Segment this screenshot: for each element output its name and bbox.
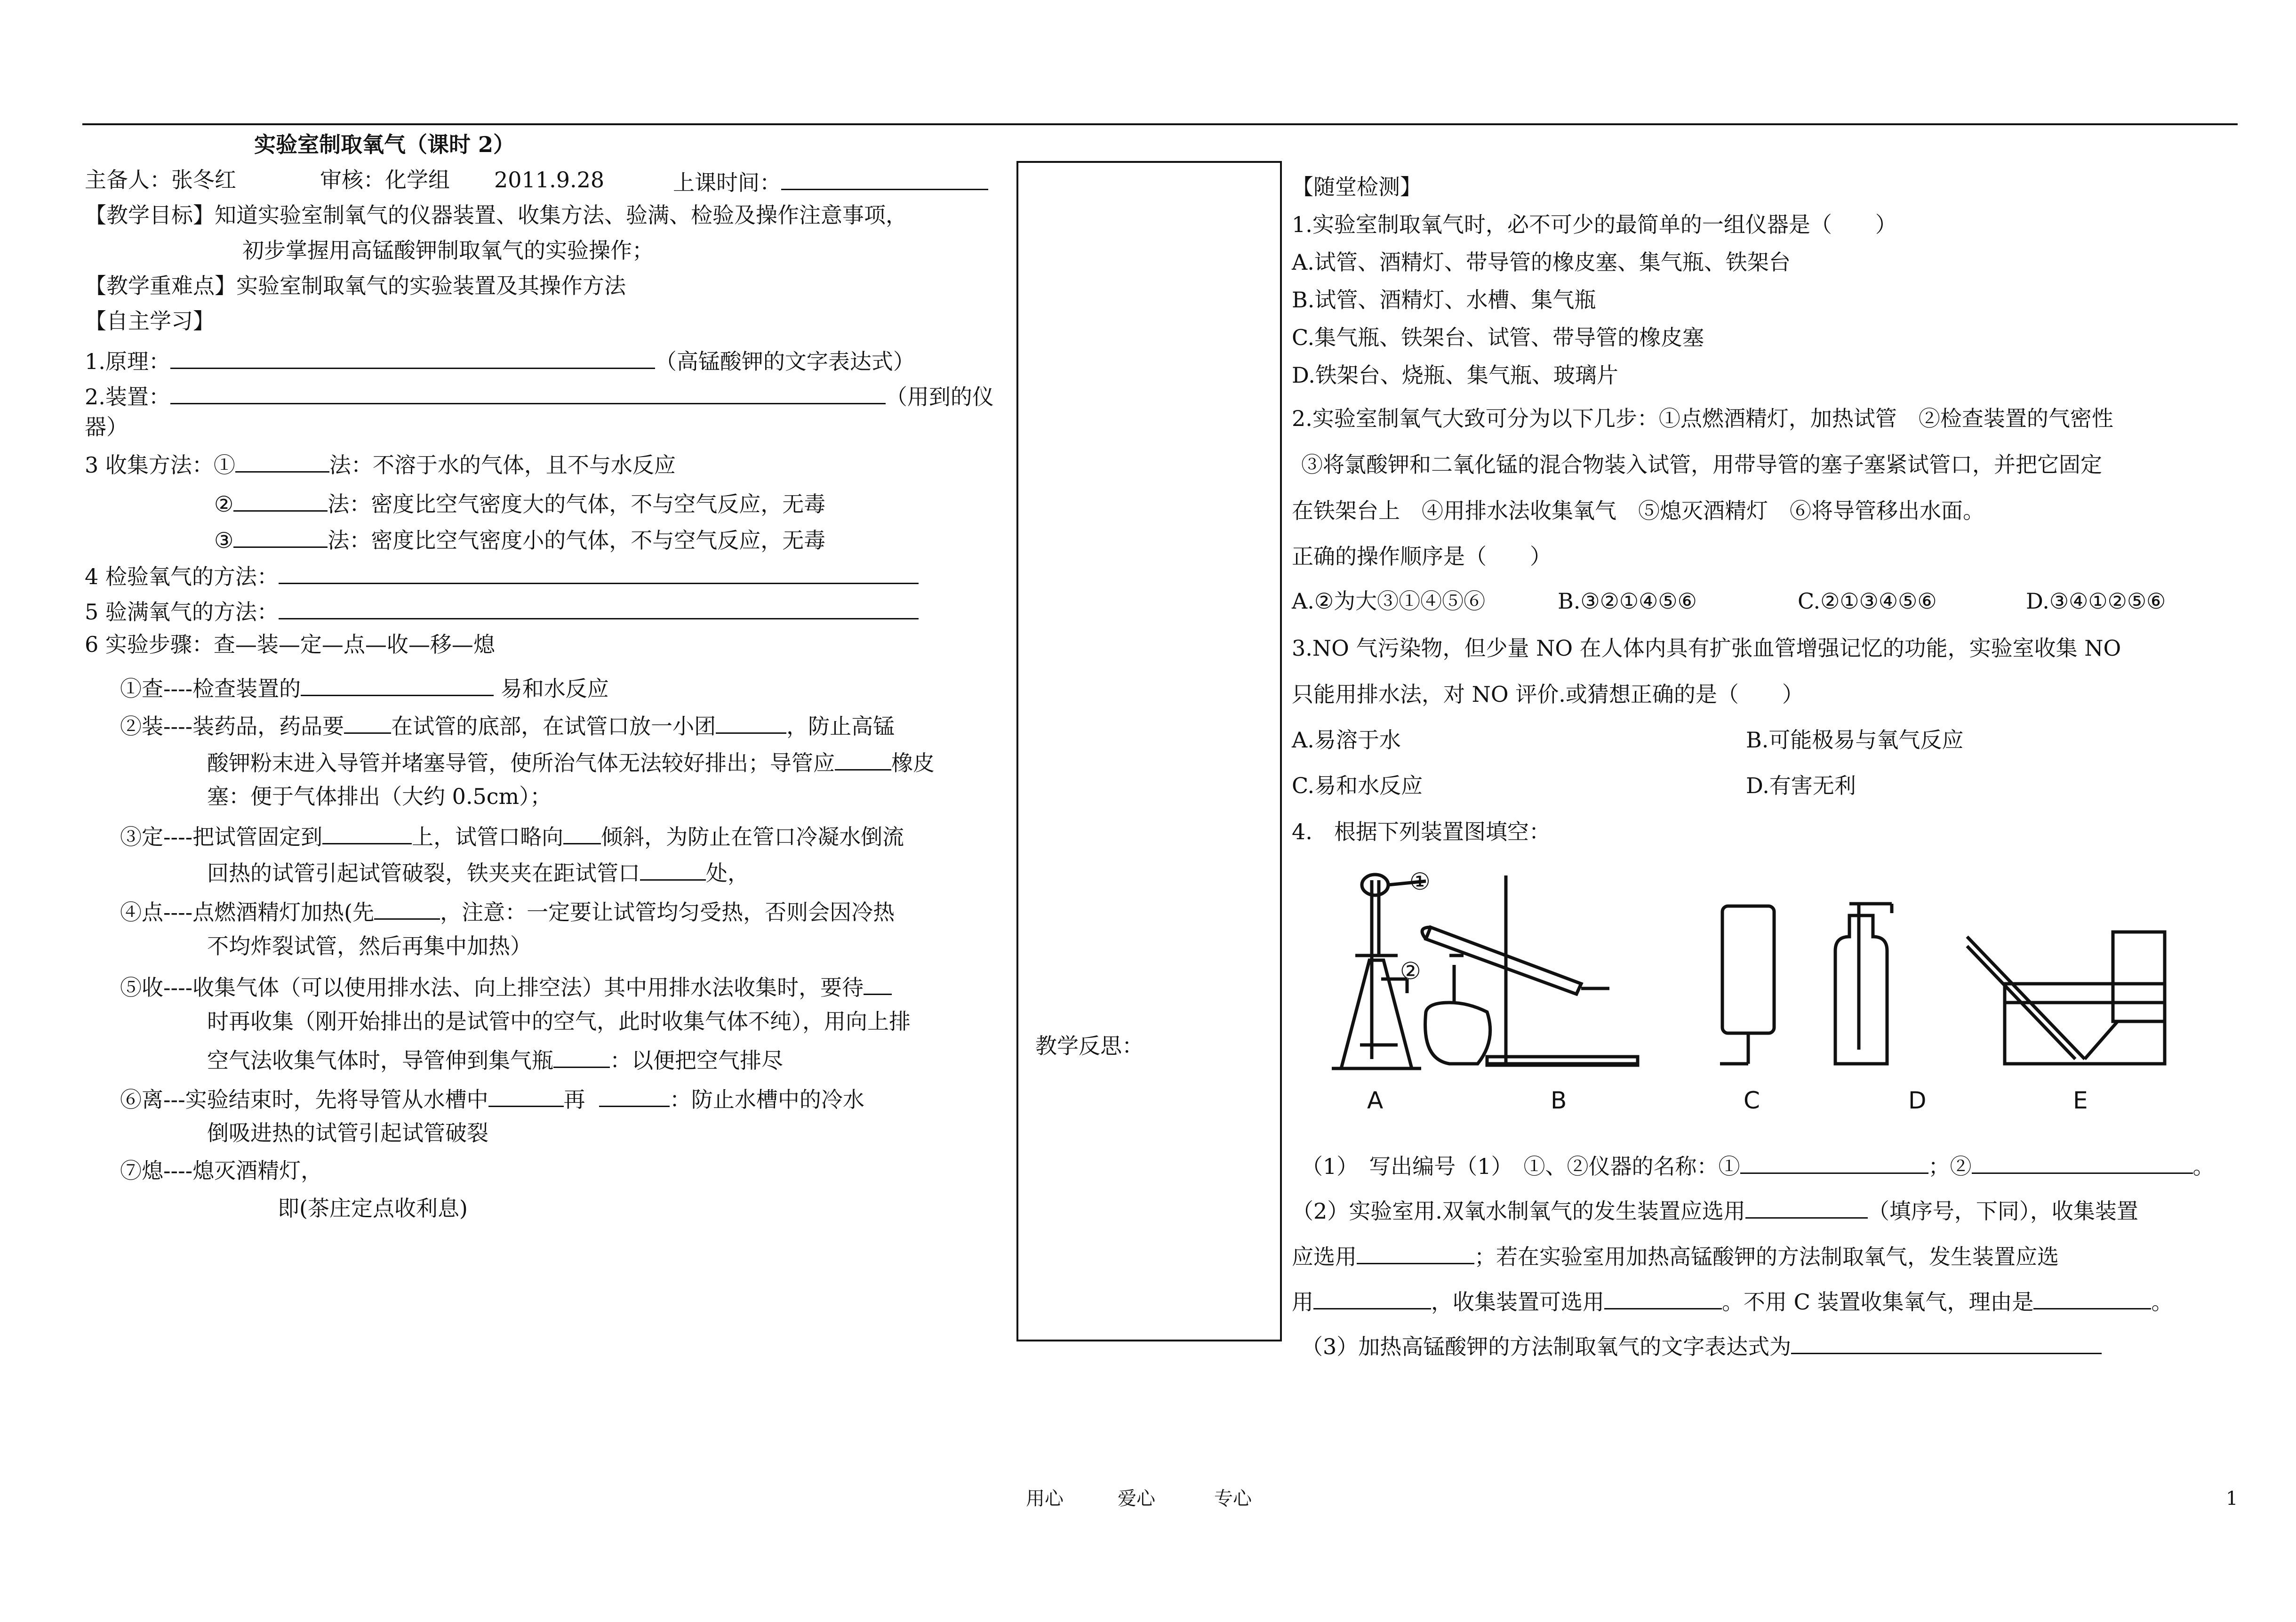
q3-method-a: 3 收集方法：① 法：不溶于水的气体，且不与水反应 bbox=[85, 450, 676, 478]
quiz-q4-1: （1） 写出编号（1） ①、②仪器的名称：① ；② 。 bbox=[1301, 1151, 2215, 1180]
quiz-q1-option-b: B.试管、酒精灯、水槽、集气瓶 bbox=[1292, 287, 1596, 313]
step-fix-line2: 回热的试管引起试管破裂，铁夹夹在距试管口 处， bbox=[207, 858, 749, 886]
quiz-q4: 4. 根据下列装置图填空： bbox=[1292, 819, 1551, 844]
teaching-goal-line2: 初步掌握用高锰酸钾制取氧气的实验操作； bbox=[242, 238, 654, 263]
reviewer: 审核：化学组 bbox=[320, 167, 450, 193]
apparatus-c bbox=[1720, 906, 1774, 1064]
quiz-q3-line2: 只能用排水法，对 NO 评价.或猜想正确的是（ ） bbox=[1292, 682, 1804, 707]
reflection-label: 教学反思： bbox=[1035, 1033, 1144, 1059]
step-load: ②装----装药品，药品要 在试管的底部，在试管口放一小团 ，防止高锰 bbox=[120, 711, 895, 739]
fig-label-e: E bbox=[2073, 1087, 2088, 1114]
marker-1-label: ① bbox=[1409, 871, 1431, 895]
step-load-line2: 酸钾粉末进入导管并堵塞导管，使所治气体无法较好排出；导管应 橡皮 bbox=[207, 747, 935, 776]
class-time-label: 上课时间： bbox=[673, 167, 988, 196]
step-remove: ⑥离---实验结束时，先将导管从水槽中 再 ：防止水槽中的冷水 bbox=[120, 1084, 864, 1113]
quiz-q4-2-line3: 用 ，收集装置可选用 。不用 C 装置收集氧气，理由是 。 bbox=[1292, 1286, 2173, 1315]
apparatus-d bbox=[1835, 904, 1892, 1064]
quiz-q3-option-a: A.易溶于水 bbox=[1292, 727, 1401, 753]
top-rule bbox=[82, 123, 2238, 125]
step-collect-line3: 空气法收集气体时，导管伸到集气瓶 ：以便把空气排尽 bbox=[207, 1045, 783, 1074]
q3-method-b: ② 法：密度比空气密度大的气体，不与空气反应，无毒 bbox=[214, 489, 825, 517]
quiz-q1-option-a: A.试管、酒精灯、带导管的橡皮塞、集气瓶、铁架台 bbox=[1292, 249, 1791, 275]
apparatus-e bbox=[1967, 932, 2165, 1064]
page-title: 实验室制取氧气（课时 2） bbox=[254, 132, 515, 157]
quiz-q2-option-b: B.③②①④⑤⑥ bbox=[1558, 588, 1697, 614]
step-check: ①查----检查装置的 易和水反应 bbox=[120, 673, 609, 702]
quiz-q1-option-d: D.铁架台、烧瓶、集气瓶、玻璃片 bbox=[1292, 362, 1618, 388]
quiz-q2-line4: 正确的操作顺序是（ ） bbox=[1292, 544, 1552, 569]
quiz-q2-option-d: D.③④①②⑤⑥ bbox=[2026, 588, 2166, 614]
step-ignite-line2: 不均炸裂试管，然后再集中加热） bbox=[207, 933, 532, 959]
reflection-box bbox=[1016, 161, 1282, 1341]
key-points: 【教学重难点】实验室制取氧气的实验装置及其操作方法 bbox=[85, 273, 626, 298]
date: 2011.9.28 bbox=[494, 167, 605, 193]
step-fix: ③定----把试管固定到 上，试管口略向 倾斜，为防止在管口冷凝水倒流 bbox=[120, 821, 904, 850]
marker-2-label: ② bbox=[1400, 957, 1421, 985]
mnemonic: 即(茶庄定点收利息) bbox=[278, 1196, 468, 1221]
quiz-q2-line2: ③将氯酸钾和二氧化锰的混合物装入试管，用带导管的塞子塞紧试管口，并把它固定 bbox=[1301, 452, 2102, 477]
footer-motto-2: 爱心 bbox=[1118, 1488, 1155, 1510]
footer-motto-3: 专心 bbox=[1214, 1488, 1252, 1510]
quiz-q1-option-c: C.集气瓶、铁架台、试管、带导管的橡皮塞 bbox=[1292, 325, 1704, 350]
step-load-line3: 塞：便于气体排出（大约 0.5cm）； bbox=[207, 784, 552, 809]
step-extinguish: ⑦熄----熄灭酒精灯， bbox=[120, 1158, 323, 1183]
q4-test: 4 检验氧气的方法： bbox=[85, 561, 919, 590]
step-ignite: ④点----点燃酒精灯加热(先 ，注意：一定要让试管均匀受热，否则会因冷热 bbox=[120, 897, 895, 925]
quiz-q2-option-c: C.②①③④⑤⑥ bbox=[1798, 588, 1937, 614]
apparatus-b bbox=[1422, 875, 1638, 1065]
q1-principle: 1.原理： （高锰酸钾的文字表达式） bbox=[85, 346, 915, 375]
quiz-q4-2-line1: （2）实验室用.双氧水制氧气的发生装置应选用 （填序号，下同），收集装置 bbox=[1292, 1196, 2138, 1224]
apparatus-figure bbox=[1308, 871, 2202, 1116]
quiz-q3-option-c: C.易和水反应 bbox=[1292, 773, 1423, 798]
step-collect-line2: 时再收集（刚开始排出的是试管中的空气，此时收集气体不纯），用向上排 bbox=[207, 1009, 911, 1034]
quiz-q2-line1: 2.实验室制氧气大致可分为以下几步：①点燃酒精灯，加热试管 ②检查装置的气密性 bbox=[1292, 406, 2113, 431]
quiz-q3-option-b: B.可能极易与氧气反应 bbox=[1746, 727, 1964, 753]
quiz-heading: 【随堂检测】 bbox=[1292, 174, 1422, 200]
quiz-q4-2-line2: 应选用 ；若在实验室用加热高锰酸钾的方法制取氧气，发生装置应选 bbox=[1292, 1241, 2059, 1270]
preparer: 主备人：张冬红 bbox=[85, 167, 236, 193]
step-remove-line2: 倒吸进热的试管引起试管破裂 bbox=[207, 1120, 488, 1146]
class-time-blank bbox=[781, 167, 988, 190]
step-collect: ⑤收----收集气体（可以使用排水法、向上排空法）其中用排水法收集时，要待 bbox=[120, 972, 892, 1001]
fig-label-c: C bbox=[1744, 1087, 1760, 1114]
page-number: 1 bbox=[2226, 1488, 2238, 1510]
q6-steps: 6 实验步骤：查—装—定—点—收—移—熄 bbox=[85, 632, 495, 657]
q5-full: 5 验满氧气的方法： bbox=[85, 596, 919, 625]
self-study-heading: 【自主学习】 bbox=[85, 308, 215, 334]
q3-method-c: ③ 法：密度比空气密度小的气体，不与空气反应，无毒 bbox=[214, 525, 825, 554]
quiz-q4-3: （3）加热高锰酸钾的方法制取氧气的文字表达式为 bbox=[1301, 1331, 2102, 1360]
fig-label-d: D bbox=[1908, 1087, 1927, 1114]
quiz-q2-option-a: A.②为大③①④⑤⑥ bbox=[1292, 588, 1486, 614]
quiz-q1: 1.实验室制取氧气时，必不可少的最简单的一组仪器是（ ） bbox=[1292, 212, 1897, 237]
fig-label-a: A bbox=[1367, 1087, 1384, 1114]
q2-apparatus: 2.装置： （用到的仪 bbox=[85, 381, 994, 410]
footer-motto-1: 用心 bbox=[1026, 1488, 1064, 1510]
quiz-q3-option-d: D.有害无利 bbox=[1746, 773, 1856, 798]
fig-label-b: B bbox=[1551, 1087, 1567, 1114]
quiz-q2-line3: 在铁架台上 ④用排水法收集氧气 ⑤熄灭酒精灯 ⑥将导管移出水面。 bbox=[1292, 498, 1984, 523]
quiz-q3-line1: 3.NO 气污染物，但少量 NO 在人体内具有扩张血管增强记忆的功能，实验室收集 NO bbox=[1292, 635, 2121, 661]
teaching-goal: 【教学目标】知道实验室制氧气的仪器装置、收集方法、验满、检验及操作注意事项， bbox=[85, 202, 907, 228]
q2-hint-cont: 器） bbox=[85, 414, 128, 440]
